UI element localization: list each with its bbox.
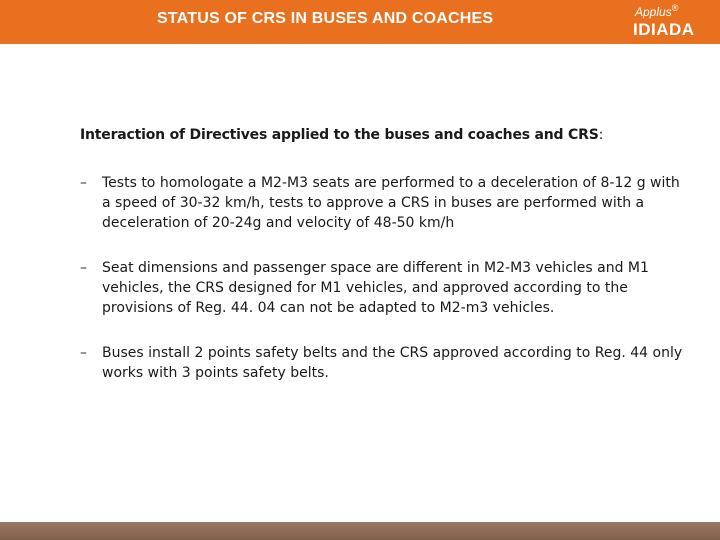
intro-heading: Interaction of Directives applied to the buses and coaches and CRS: xyxy=(80,127,604,143)
bullet-dash: – xyxy=(80,175,87,191)
footer-bar xyxy=(0,522,720,540)
bullet-text: Seat dimensions and passenger space are different in M2-M3 vehicles and M1 vehicles, the CRS designed for M1 vehicles, and approved according to the provisions of Reg. 44. 04 can not be adapted to M2-m3 vehicles. xyxy=(102,260,649,316)
bullet-item xyxy=(80,343,692,383)
bullet-text: Buses install 2 points safety belts and the CRS approved according to Reg. 44 only works with 3 points safety belts. xyxy=(102,345,683,381)
page-title: STATUS OF CRS IN BUSES AND COACHES xyxy=(157,10,494,27)
header-bar xyxy=(0,0,720,44)
bullet-item xyxy=(80,173,692,233)
idiada-logo xyxy=(632,2,716,42)
logo-applus-text: Applus® xyxy=(635,3,679,19)
logo-idiada-text: IDIADA xyxy=(633,20,695,39)
bullet-text: Tests to homologate a M2-M3 seats are performed to a deceleration of 8-12 g with a speed of 30-32 km/h, tests to approve a CRS in buses are performed with a deceleration of 20-24g and velocity of 48-50 km/h xyxy=(102,175,680,231)
bullet-item xyxy=(80,258,692,318)
bullet-dash: – xyxy=(80,260,87,276)
bullet-dash: – xyxy=(80,345,87,361)
